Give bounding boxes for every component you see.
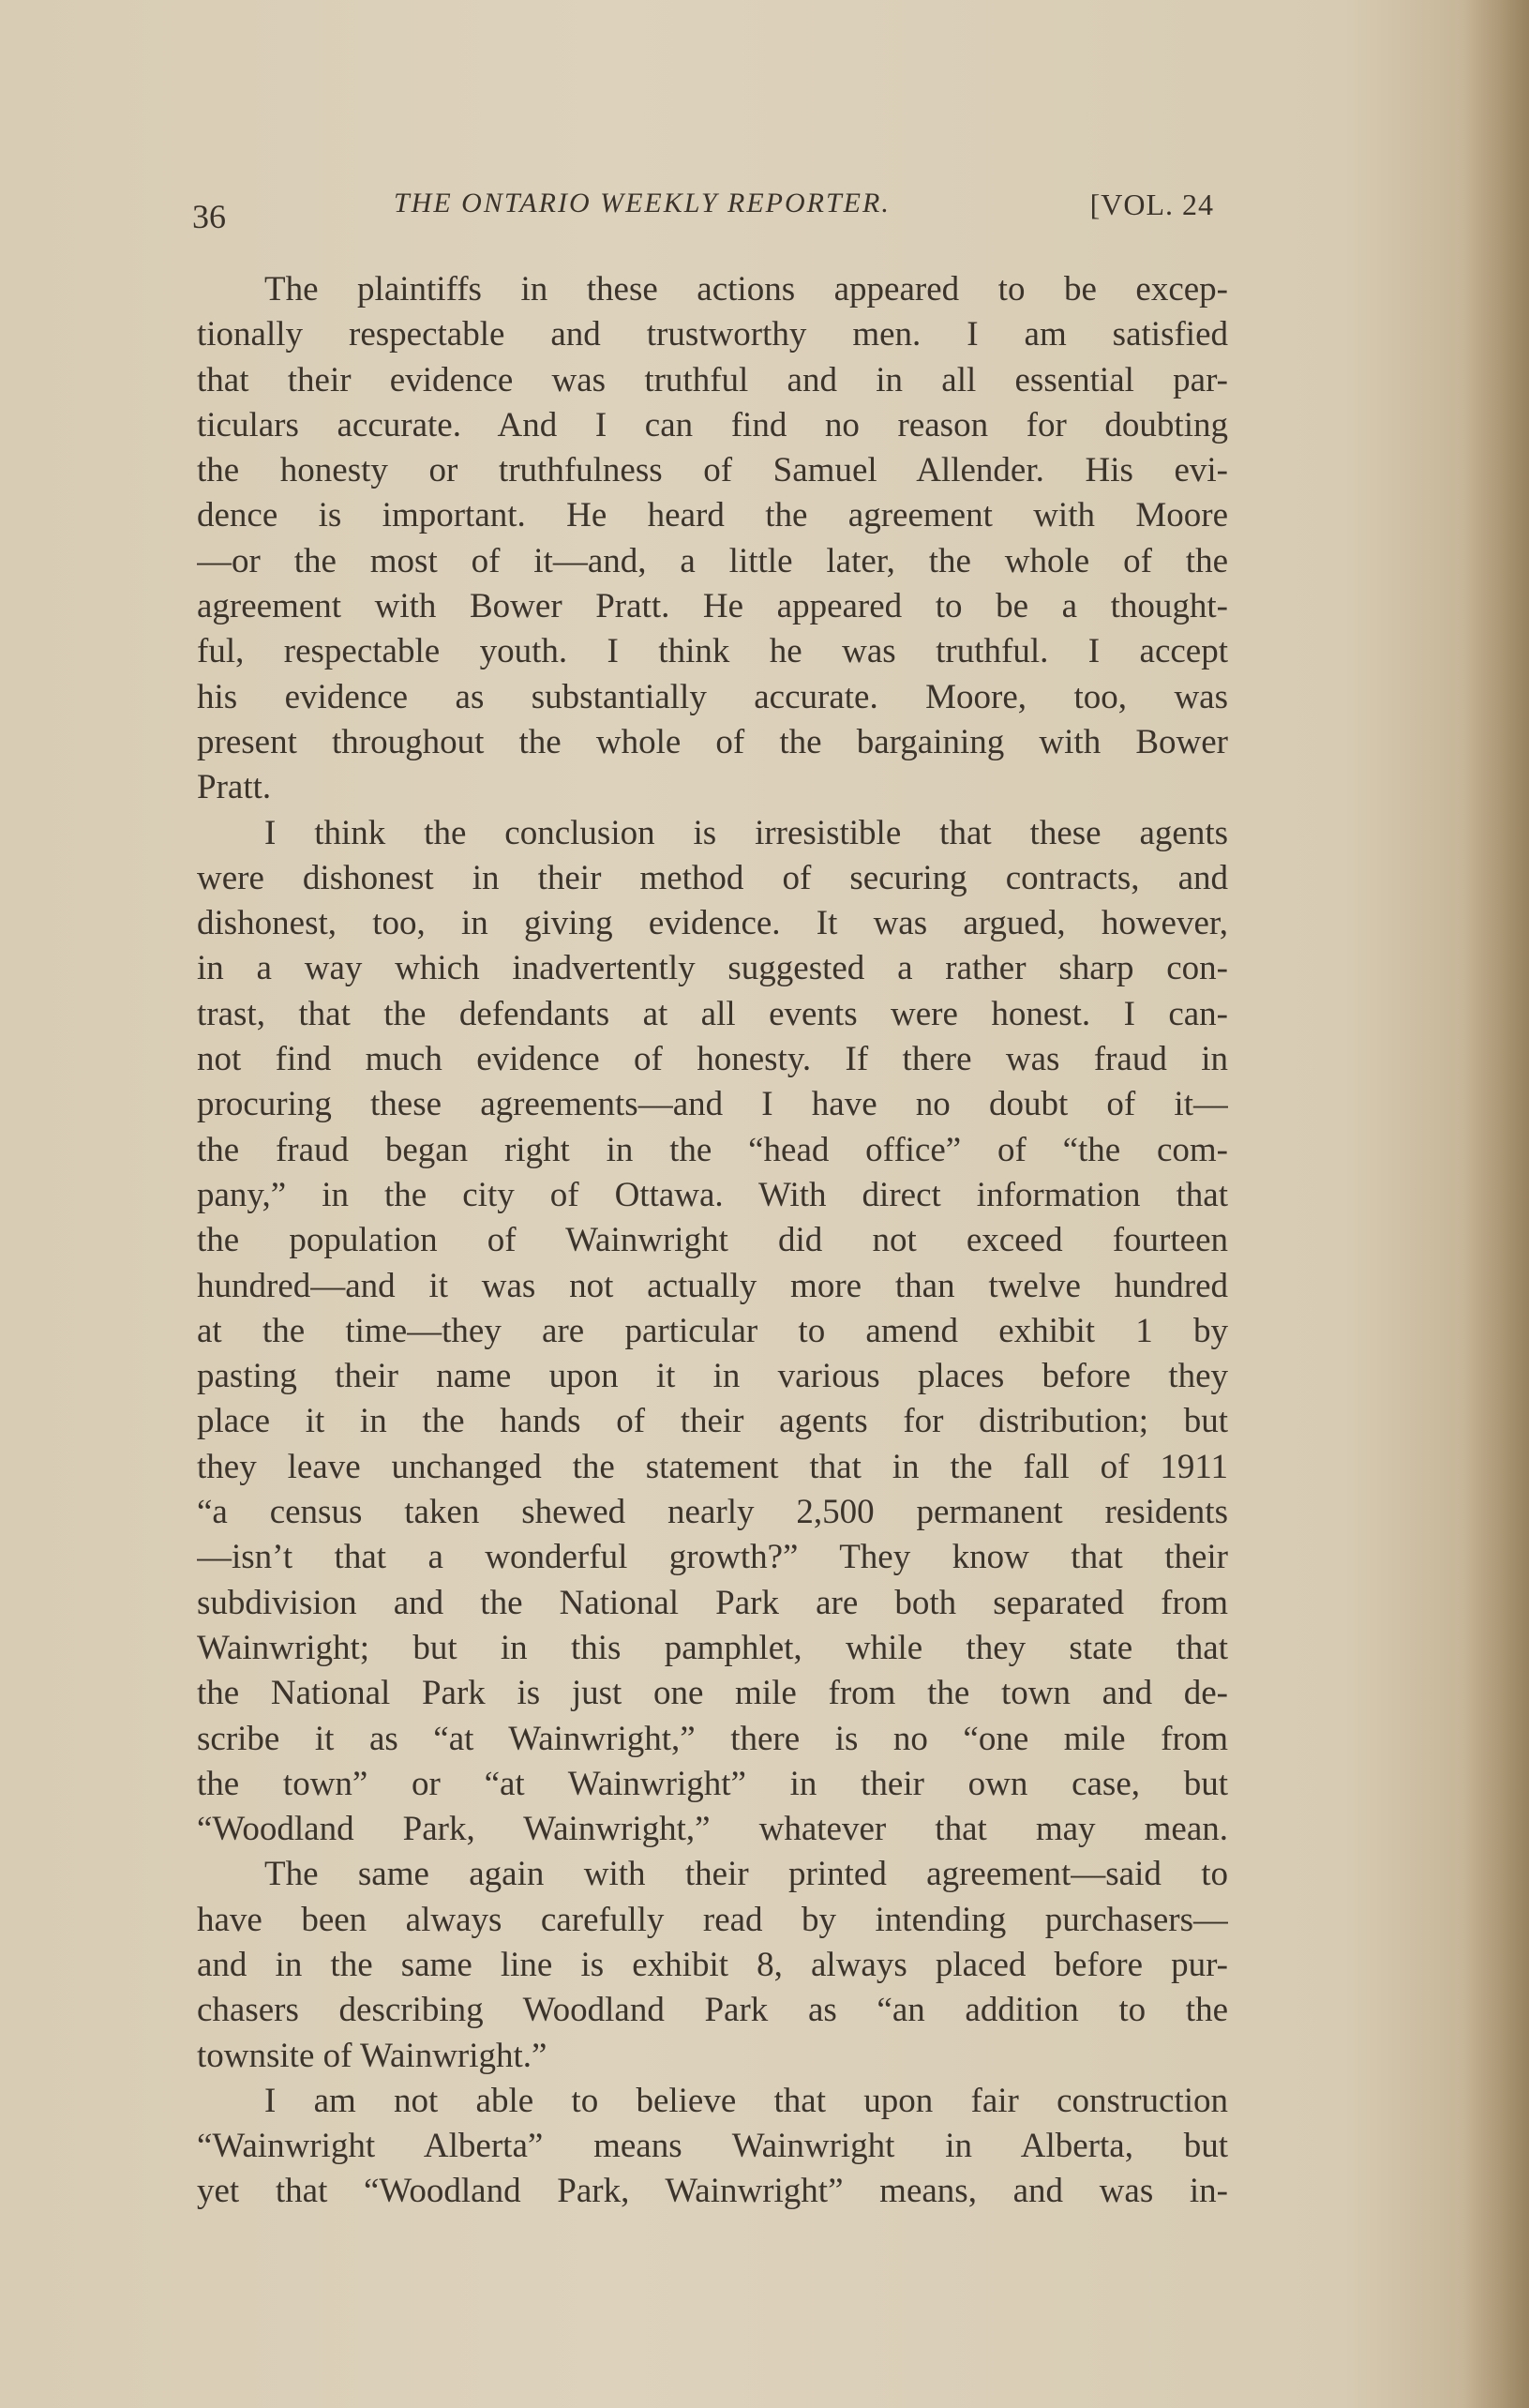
page-number: 36 xyxy=(192,198,226,235)
text-line: the National Park is just one mile from the town and de- xyxy=(197,1674,1228,1713)
text-line: subdivision and the National Park are both separated from xyxy=(197,1583,1228,1622)
text-line: the population of Wainwright did not exceed fourteen xyxy=(197,1221,1228,1260)
text-line: were dishonest in their method of securing contracts, and xyxy=(197,858,1228,897)
paragraph xyxy=(197,267,1228,811)
text-line: hundred—and it was not actually more than twelve hundred xyxy=(197,1266,1228,1305)
text-line: procuring these agreements—and I have no doubt of it— xyxy=(197,1085,1228,1124)
paragraph xyxy=(197,811,1228,1853)
text-line: that their evidence was truthful and in all essential par- xyxy=(197,360,1228,399)
text-line: chasers describing Woodland Park as “an addition to the xyxy=(197,1991,1228,2030)
text-line: pasting their name upon it in various places before they xyxy=(197,1357,1228,1396)
text-line: —or the most of it—and, a little later, the whole of the xyxy=(197,541,1228,580)
text-line: “a census taken shewed nearly 2,500 permanent residents xyxy=(197,1493,1228,1532)
text-line: at the time—they are particular to amend exhibit 1 by xyxy=(197,1311,1228,1350)
text-line: trast, that the defendants at all events were honest. I can- xyxy=(197,994,1228,1033)
text-line: Pratt. xyxy=(197,768,272,807)
text-line: scribe it as “at Wainwright,” there is no “one mile from xyxy=(197,1719,1228,1758)
text-line: his evidence as substantially accurate. Moore, too, was xyxy=(197,677,1228,716)
volume-label: [VOL. 24 xyxy=(1089,188,1214,221)
text-line: the honesty or truthfulness of Samuel Allender. His evi- xyxy=(197,451,1228,490)
text-line: agreement with Bower Pratt. He appeared to be a thought- xyxy=(197,587,1228,626)
text-line: “Woodland Park, Wainwright,” whatever that may mean. xyxy=(197,1810,1228,1849)
text-line: the fraud began right in the “head office” of “the com- xyxy=(197,1130,1228,1169)
paragraph xyxy=(197,2079,1228,2215)
text-line: ticulars accurate. And I can find no reason for doubting xyxy=(197,405,1228,444)
text-line: I am not able to believe that upon fair construction xyxy=(264,2081,1228,2120)
text-line: and in the same line is exhibit 8, always placed before pur- xyxy=(197,1945,1228,1984)
text-line: tionally respectable and trustworthy men. I am satisfied xyxy=(197,315,1228,354)
text-line: ful, respectable youth. I think he was truthful. I accept xyxy=(197,632,1228,671)
body-text xyxy=(197,267,1228,2215)
running-title: THE ONTARIO WEEKLY REPORTER. xyxy=(394,188,891,218)
text-line: townsite of Wainwright.” xyxy=(197,2036,547,2075)
text-line: The same again with their printed agreement—said to xyxy=(264,1855,1228,1894)
page-edge-shadow xyxy=(1463,0,1529,2408)
text-line: —isn’t that a wonderful growth?” They know that their xyxy=(197,1538,1228,1577)
text-line: The plaintiffs in these actions appeared to be excep- xyxy=(264,270,1228,309)
text-line: dishonest, too, in giving evidence. It was argued, however, xyxy=(197,904,1228,943)
text-line: present throughout the whole of the bargaining with Bower xyxy=(197,722,1228,761)
text-line: in a way which inadvertently suggested a rather sharp con- xyxy=(197,949,1228,988)
text-line: not find much evidence of honesty. If there was fraud in xyxy=(197,1040,1228,1079)
text-line: pany,” in the city of Ottawa. With direct information that xyxy=(197,1175,1228,1214)
text-line: the town” or “at Wainwright” in their own case, but xyxy=(197,1764,1228,1803)
text-line: have been always carefully read by intending purchasers— xyxy=(197,1900,1228,1939)
text-line: they leave unchanged the statement that in the fall of 1911 xyxy=(197,1447,1228,1486)
text-line: I think the conclusion is irresistible that these agents xyxy=(264,813,1228,852)
page-header xyxy=(192,188,1214,244)
text-line: yet that “Woodland Park, Wainwright” means, and was in- xyxy=(197,2172,1228,2211)
paragraph xyxy=(197,1852,1228,2078)
text-line: dence is important. He heard the agreement with Moore xyxy=(197,496,1228,535)
text-line: Wainwright; but in this pamphlet, while they state that xyxy=(197,1628,1228,1667)
text-line: place it in the hands of their agents for distribution; but xyxy=(197,1402,1228,1441)
text-line: “Wainwright Alberta” means Wainwright in Alberta, but xyxy=(197,2127,1228,2166)
